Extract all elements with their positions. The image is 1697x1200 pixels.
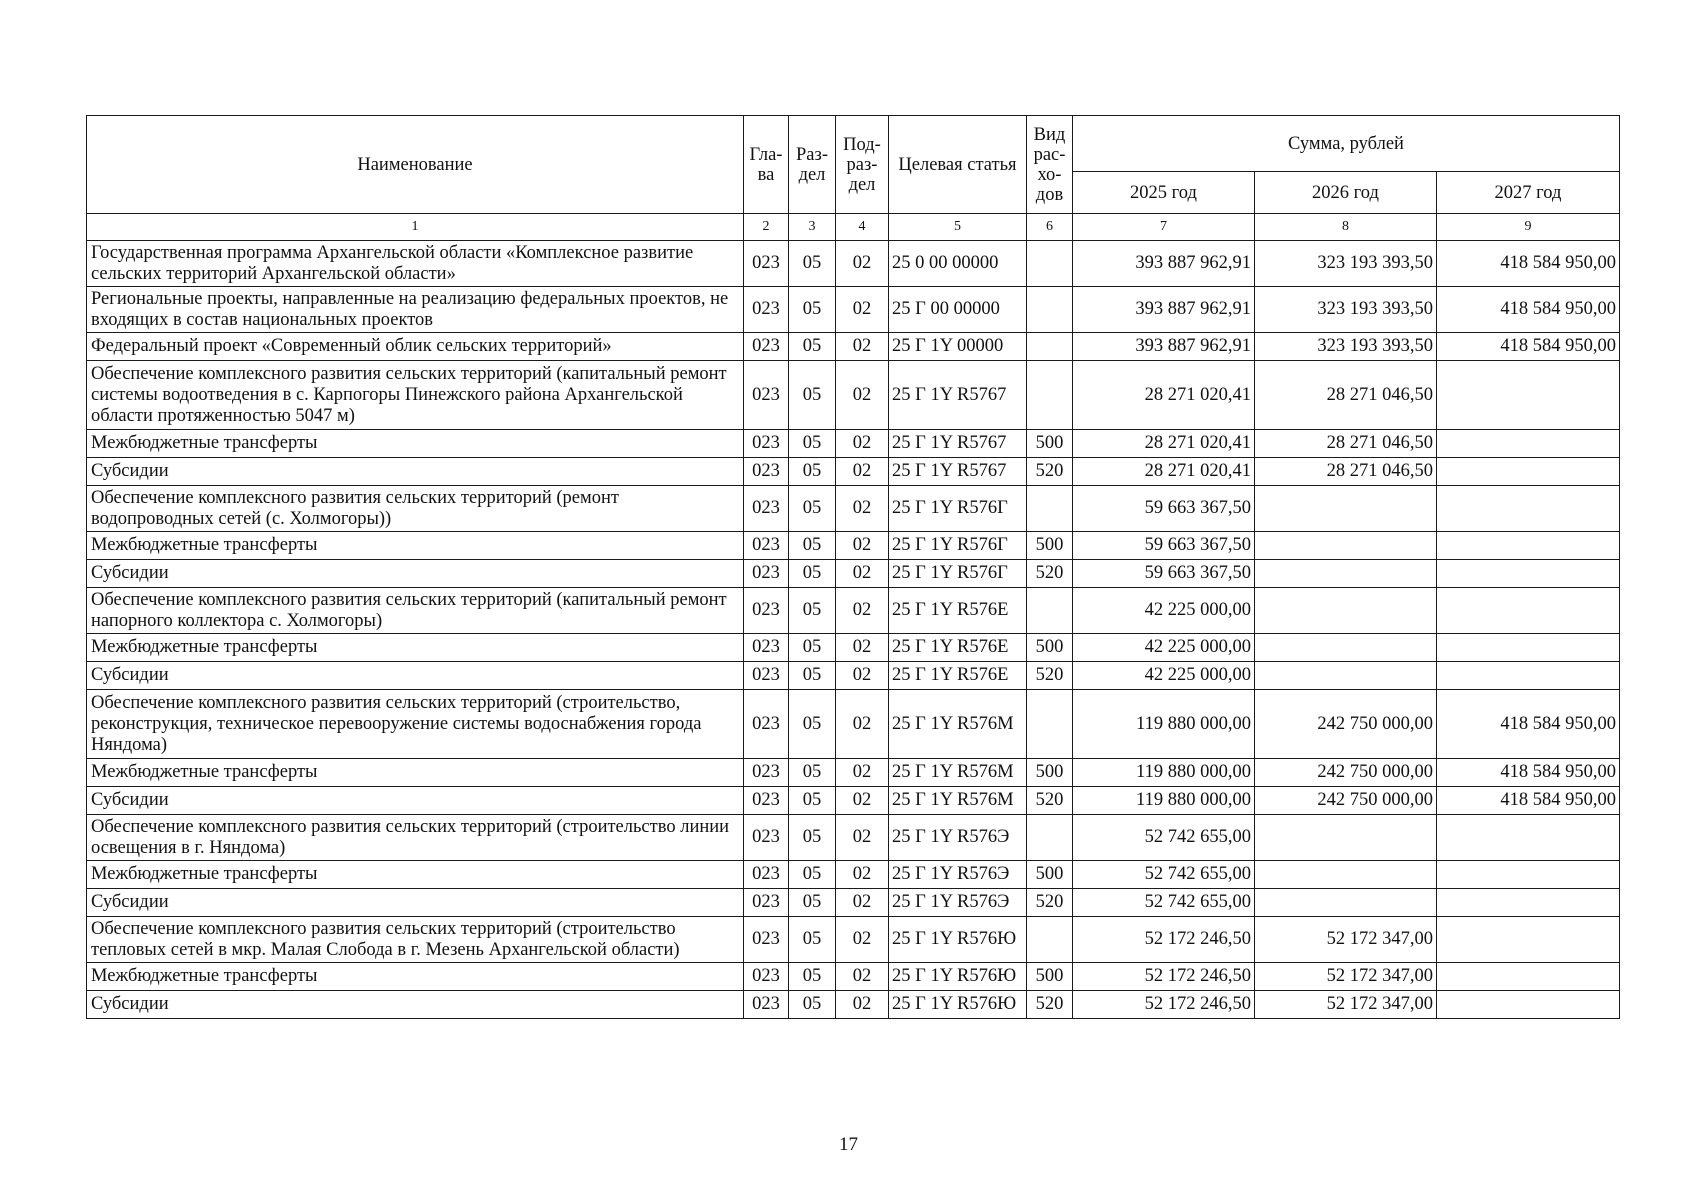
row-podrazdel: 02 [836,861,889,889]
row-amount-2027 [1437,532,1620,560]
row-amount-2025: 59 663 367,50 [1073,486,1255,532]
row-glava: 023 [744,486,789,532]
table-body [87,241,1620,1019]
col-number: 3 [789,214,836,241]
row-vid-rashodov: 500 [1027,759,1073,787]
table-row [87,889,1620,917]
row-vid-rashodov: 520 [1027,889,1073,917]
row-celevaya-statya: 25 Г 1Y R576М [889,787,1027,815]
row-name: Субсидии [87,787,744,815]
row-podrazdel: 02 [836,430,889,458]
row-podrazdel: 02 [836,889,889,917]
row-podrazdel: 02 [836,690,889,759]
row-celevaya-statya: 25 Г 00 00000 [889,287,1027,333]
row-glava: 023 [744,588,789,634]
table-row [87,963,1620,991]
row-podrazdel: 02 [836,815,889,861]
header-vid-rashodov: Вид рас-хо-дов [1027,116,1073,214]
row-amount-2027 [1437,917,1620,963]
table-row [87,333,1620,361]
row-celevaya-statya: 25 Г 1Y R576Г [889,532,1027,560]
row-celevaya-statya: 25 Г 1Y R576Ю [889,917,1027,963]
row-vid-rashodov: 500 [1027,430,1073,458]
row-amount-2026: 28 271 046,50 [1255,458,1437,486]
table-row [87,991,1620,1019]
row-amount-2025: 119 880 000,00 [1073,759,1255,787]
row-amount-2025: 52 742 655,00 [1073,889,1255,917]
row-amount-2027 [1437,963,1620,991]
row-amount-2027 [1437,361,1620,430]
row-amount-2025: 42 225 000,00 [1073,588,1255,634]
row-vid-rashodov [1027,815,1073,861]
row-podrazdel: 02 [836,486,889,532]
table-row [87,532,1620,560]
table-row [87,361,1620,430]
row-amount-2027: 418 584 950,00 [1437,690,1620,759]
row-podrazdel: 02 [836,662,889,690]
row-name: Межбюджетные трансферты [87,963,744,991]
table-row [87,787,1620,815]
row-podrazdel: 02 [836,917,889,963]
row-celevaya-statya: 25 Г 1Y R576М [889,759,1027,787]
row-celevaya-statya: 25 Г 1Y R576Е [889,662,1027,690]
row-amount-2027 [1437,815,1620,861]
row-celevaya-statya: 25 Г 1Y R576Ю [889,991,1027,1019]
row-amount-2025: 42 225 000,00 [1073,634,1255,662]
header-year-2027: 2027 год [1437,172,1620,214]
row-name: Обеспечение комплексного развития сельских территорий (капитальный ремонт системы водоотведения в с. Карпогоры Пинежского района Архангельской области протяженностью 5047 м) [87,361,744,430]
row-podrazdel: 02 [836,241,889,287]
row-razdel: 05 [789,560,836,588]
table-row [87,588,1620,634]
row-razdel: 05 [789,963,836,991]
row-name: Межбюджетные трансферты [87,861,744,889]
row-amount-2027 [1437,588,1620,634]
table-row [87,815,1620,861]
row-amount-2027 [1437,889,1620,917]
row-celevaya-statya: 25 Г 1Y R576Е [889,588,1027,634]
row-amount-2027: 418 584 950,00 [1437,333,1620,361]
row-razdel: 05 [789,861,836,889]
row-amount-2027: 418 584 950,00 [1437,241,1620,287]
row-podrazdel: 02 [836,963,889,991]
row-name: Межбюджетные трансферты [87,430,744,458]
row-podrazdel: 02 [836,333,889,361]
row-amount-2026 [1255,486,1437,532]
row-podrazdel: 02 [836,588,889,634]
table-row [87,917,1620,963]
row-amount-2026 [1255,815,1437,861]
table-row [87,759,1620,787]
row-amount-2027: 418 584 950,00 [1437,287,1620,333]
row-glava: 023 [744,634,789,662]
row-name: Федеральный проект «Современный облик сельских территорий» [87,333,744,361]
row-amount-2026: 242 750 000,00 [1255,787,1437,815]
row-razdel: 05 [789,759,836,787]
row-razdel: 05 [789,662,836,690]
table-row [87,241,1620,287]
row-celevaya-statya: 25 Г 1Y R576Э [889,861,1027,889]
row-razdel: 05 [789,486,836,532]
row-glava: 023 [744,889,789,917]
row-vid-rashodov [1027,287,1073,333]
row-name: Обеспечение комплексного развития сельских территорий (строительство линии освещения в г. Няндома) [87,815,744,861]
row-amount-2026 [1255,889,1437,917]
row-amount-2025: 119 880 000,00 [1073,787,1255,815]
row-glava: 023 [744,333,789,361]
row-glava: 023 [744,287,789,333]
row-amount-2027 [1437,861,1620,889]
row-name: Обеспечение комплексного развития сельских территорий (строительство, реконструкция, техническое перевооружение системы водоснабжения города Няндома) [87,690,744,759]
row-amount-2025: 393 887 962,91 [1073,333,1255,361]
header-podrazdel: Под-раз-дел [836,116,889,214]
row-vid-rashodov: 500 [1027,963,1073,991]
row-vid-rashodov: 500 [1027,861,1073,889]
budget-table [86,115,1620,1019]
row-vid-rashodov: 520 [1027,662,1073,690]
row-amount-2026 [1255,861,1437,889]
row-celevaya-statya: 25 Г 1Y R5767 [889,430,1027,458]
row-razdel: 05 [789,588,836,634]
row-amount-2025: 42 225 000,00 [1073,662,1255,690]
header-summa: Сумма, рублей [1073,116,1620,172]
row-amount-2027: 418 584 950,00 [1437,787,1620,815]
row-razdel: 05 [789,917,836,963]
row-celevaya-statya: 25 Г 1Y R576Ю [889,963,1027,991]
table-row [87,458,1620,486]
row-amount-2025: 119 880 000,00 [1073,690,1255,759]
row-amount-2027 [1437,458,1620,486]
col-number: 5 [889,214,1027,241]
page-number: 17 [839,1134,858,1155]
row-glava: 023 [744,787,789,815]
row-podrazdel: 02 [836,361,889,430]
row-amount-2025: 28 271 020,41 [1073,458,1255,486]
table-row [87,861,1620,889]
row-name: Обеспечение комплексного развития сельских территорий (капитальный ремонт напорного коллектора с. Холмогоры) [87,588,744,634]
row-name: Межбюджетные трансферты [87,634,744,662]
row-vid-rashodov: 500 [1027,532,1073,560]
row-podrazdel: 02 [836,560,889,588]
row-vid-rashodov [1027,588,1073,634]
row-razdel: 05 [789,889,836,917]
header-name: Наименование [87,116,744,214]
row-podrazdel: 02 [836,759,889,787]
row-name: Субсидии [87,560,744,588]
row-amount-2026 [1255,588,1437,634]
row-podrazdel: 02 [836,634,889,662]
row-amount-2025: 52 742 655,00 [1073,861,1255,889]
row-glava: 023 [744,241,789,287]
row-razdel: 05 [789,787,836,815]
header-year-2025: 2025 год [1073,172,1255,214]
table-header [87,116,1620,241]
header-razdel: Раз-дел [789,116,836,214]
row-razdel: 05 [789,815,836,861]
row-amount-2027: 418 584 950,00 [1437,759,1620,787]
row-glava: 023 [744,662,789,690]
row-name: Субсидии [87,662,744,690]
row-razdel: 05 [789,532,836,560]
row-celevaya-statya: 25 Г 1Y R5767 [889,458,1027,486]
row-celevaya-statya: 25 Г 1Y R576Г [889,560,1027,588]
row-razdel: 05 [789,634,836,662]
row-podrazdel: 02 [836,287,889,333]
row-amount-2027 [1437,991,1620,1019]
row-amount-2027 [1437,486,1620,532]
row-amount-2025: 52 742 655,00 [1073,815,1255,861]
row-name: Субсидии [87,889,744,917]
row-glava: 023 [744,759,789,787]
row-amount-2026: 52 172 347,00 [1255,963,1437,991]
row-amount-2026 [1255,532,1437,560]
table-row [87,287,1620,333]
row-vid-rashodov: 520 [1027,787,1073,815]
row-vid-rashodov [1027,241,1073,287]
row-name: Субсидии [87,991,744,1019]
row-razdel: 05 [789,991,836,1019]
row-name: Региональные проекты, направленные на реализацию федеральных проектов, не входящих в состав национальных проектов [87,287,744,333]
row-glava: 023 [744,917,789,963]
row-amount-2025: 28 271 020,41 [1073,430,1255,458]
row-vid-rashodov [1027,361,1073,430]
row-name: Обеспечение комплексного развития сельских территорий (строительство тепловых сетей в мкр. Малая Слобода в г. Мезень Архангельской области) [87,917,744,963]
table-row [87,690,1620,759]
row-amount-2026 [1255,560,1437,588]
header-year-2026: 2026 год [1255,172,1437,214]
row-amount-2025: 52 172 246,50 [1073,991,1255,1019]
table-row [87,634,1620,662]
row-podrazdel: 02 [836,458,889,486]
row-vid-rashodov: 520 [1027,560,1073,588]
row-amount-2025: 52 172 246,50 [1073,917,1255,963]
row-razdel: 05 [789,287,836,333]
row-vid-rashodov [1027,917,1073,963]
row-glava: 023 [744,861,789,889]
row-podrazdel: 02 [836,532,889,560]
row-amount-2026: 242 750 000,00 [1255,759,1437,787]
col-number: 1 [87,214,744,241]
row-podrazdel: 02 [836,787,889,815]
row-razdel: 05 [789,430,836,458]
table-row [87,560,1620,588]
row-name: Межбюджетные трансферты [87,759,744,787]
header-celevaya-statya: Целевая статья [889,116,1027,214]
col-number: 2 [744,214,789,241]
table-row [87,662,1620,690]
row-glava: 023 [744,430,789,458]
row-glava: 023 [744,815,789,861]
row-podrazdel: 02 [836,991,889,1019]
row-amount-2027 [1437,662,1620,690]
row-glava: 023 [744,458,789,486]
row-razdel: 05 [789,333,836,361]
row-glava: 023 [744,991,789,1019]
row-name: Субсидии [87,458,744,486]
row-amount-2026: 28 271 046,50 [1255,361,1437,430]
header-glava: Гла-ва [744,116,789,214]
row-amount-2025: 59 663 367,50 [1073,560,1255,588]
row-celevaya-statya: 25 Г 1Y R576Г [889,486,1027,532]
column-number-row [87,214,1620,241]
row-razdel: 05 [789,241,836,287]
col-number: 9 [1437,214,1620,241]
row-celevaya-statya: 25 Г 1Y R5767 [889,361,1027,430]
row-amount-2025: 28 271 020,41 [1073,361,1255,430]
row-amount-2026: 323 193 393,50 [1255,241,1437,287]
row-amount-2026: 323 193 393,50 [1255,333,1437,361]
row-celevaya-statya: 25 Г 1Y R576Э [889,815,1027,861]
row-vid-rashodov: 520 [1027,458,1073,486]
row-amount-2027 [1437,560,1620,588]
table-row [87,486,1620,532]
row-glava: 023 [744,361,789,430]
col-number: 4 [836,214,889,241]
row-celevaya-statya: 25 Г 1Y R576Э [889,889,1027,917]
row-amount-2025: 393 887 962,91 [1073,241,1255,287]
row-celevaya-statya: 25 Г 1Y R576М [889,690,1027,759]
row-amount-2026: 52 172 347,00 [1255,991,1437,1019]
row-celevaya-statya: 25 0 00 00000 [889,241,1027,287]
row-vid-rashodov [1027,333,1073,361]
row-amount-2026 [1255,634,1437,662]
row-razdel: 05 [789,690,836,759]
col-number: 7 [1073,214,1255,241]
row-celevaya-statya: 25 Г 1Y 00000 [889,333,1027,361]
row-celevaya-statya: 25 Г 1Y R576Е [889,634,1027,662]
row-amount-2026 [1255,662,1437,690]
row-glava: 023 [744,532,789,560]
col-number: 6 [1027,214,1073,241]
row-amount-2026: 28 271 046,50 [1255,430,1437,458]
row-glava: 023 [744,690,789,759]
row-vid-rashodov: 500 [1027,634,1073,662]
row-amount-2026: 52 172 347,00 [1255,917,1437,963]
table-row [87,430,1620,458]
row-glava: 023 [744,560,789,588]
row-name: Государственная программа Архангельской области «Комплексное развитие сельских территорий Архангельской области» [87,241,744,287]
row-amount-2026: 323 193 393,50 [1255,287,1437,333]
col-number: 8 [1255,214,1437,241]
row-name: Обеспечение комплексного развития сельских территорий (ремонт водопроводных сетей (с. Холмогоры)) [87,486,744,532]
row-amount-2025: 59 663 367,50 [1073,532,1255,560]
row-name: Межбюджетные трансферты [87,532,744,560]
row-glava: 023 [744,963,789,991]
row-amount-2025: 52 172 246,50 [1073,963,1255,991]
row-amount-2027 [1437,430,1620,458]
row-vid-rashodov [1027,690,1073,759]
row-vid-rashodov [1027,486,1073,532]
row-vid-rashodov: 520 [1027,991,1073,1019]
row-razdel: 05 [789,361,836,430]
row-razdel: 05 [789,458,836,486]
row-amount-2026: 242 750 000,00 [1255,690,1437,759]
row-amount-2027 [1437,634,1620,662]
row-amount-2025: 393 887 962,91 [1073,287,1255,333]
